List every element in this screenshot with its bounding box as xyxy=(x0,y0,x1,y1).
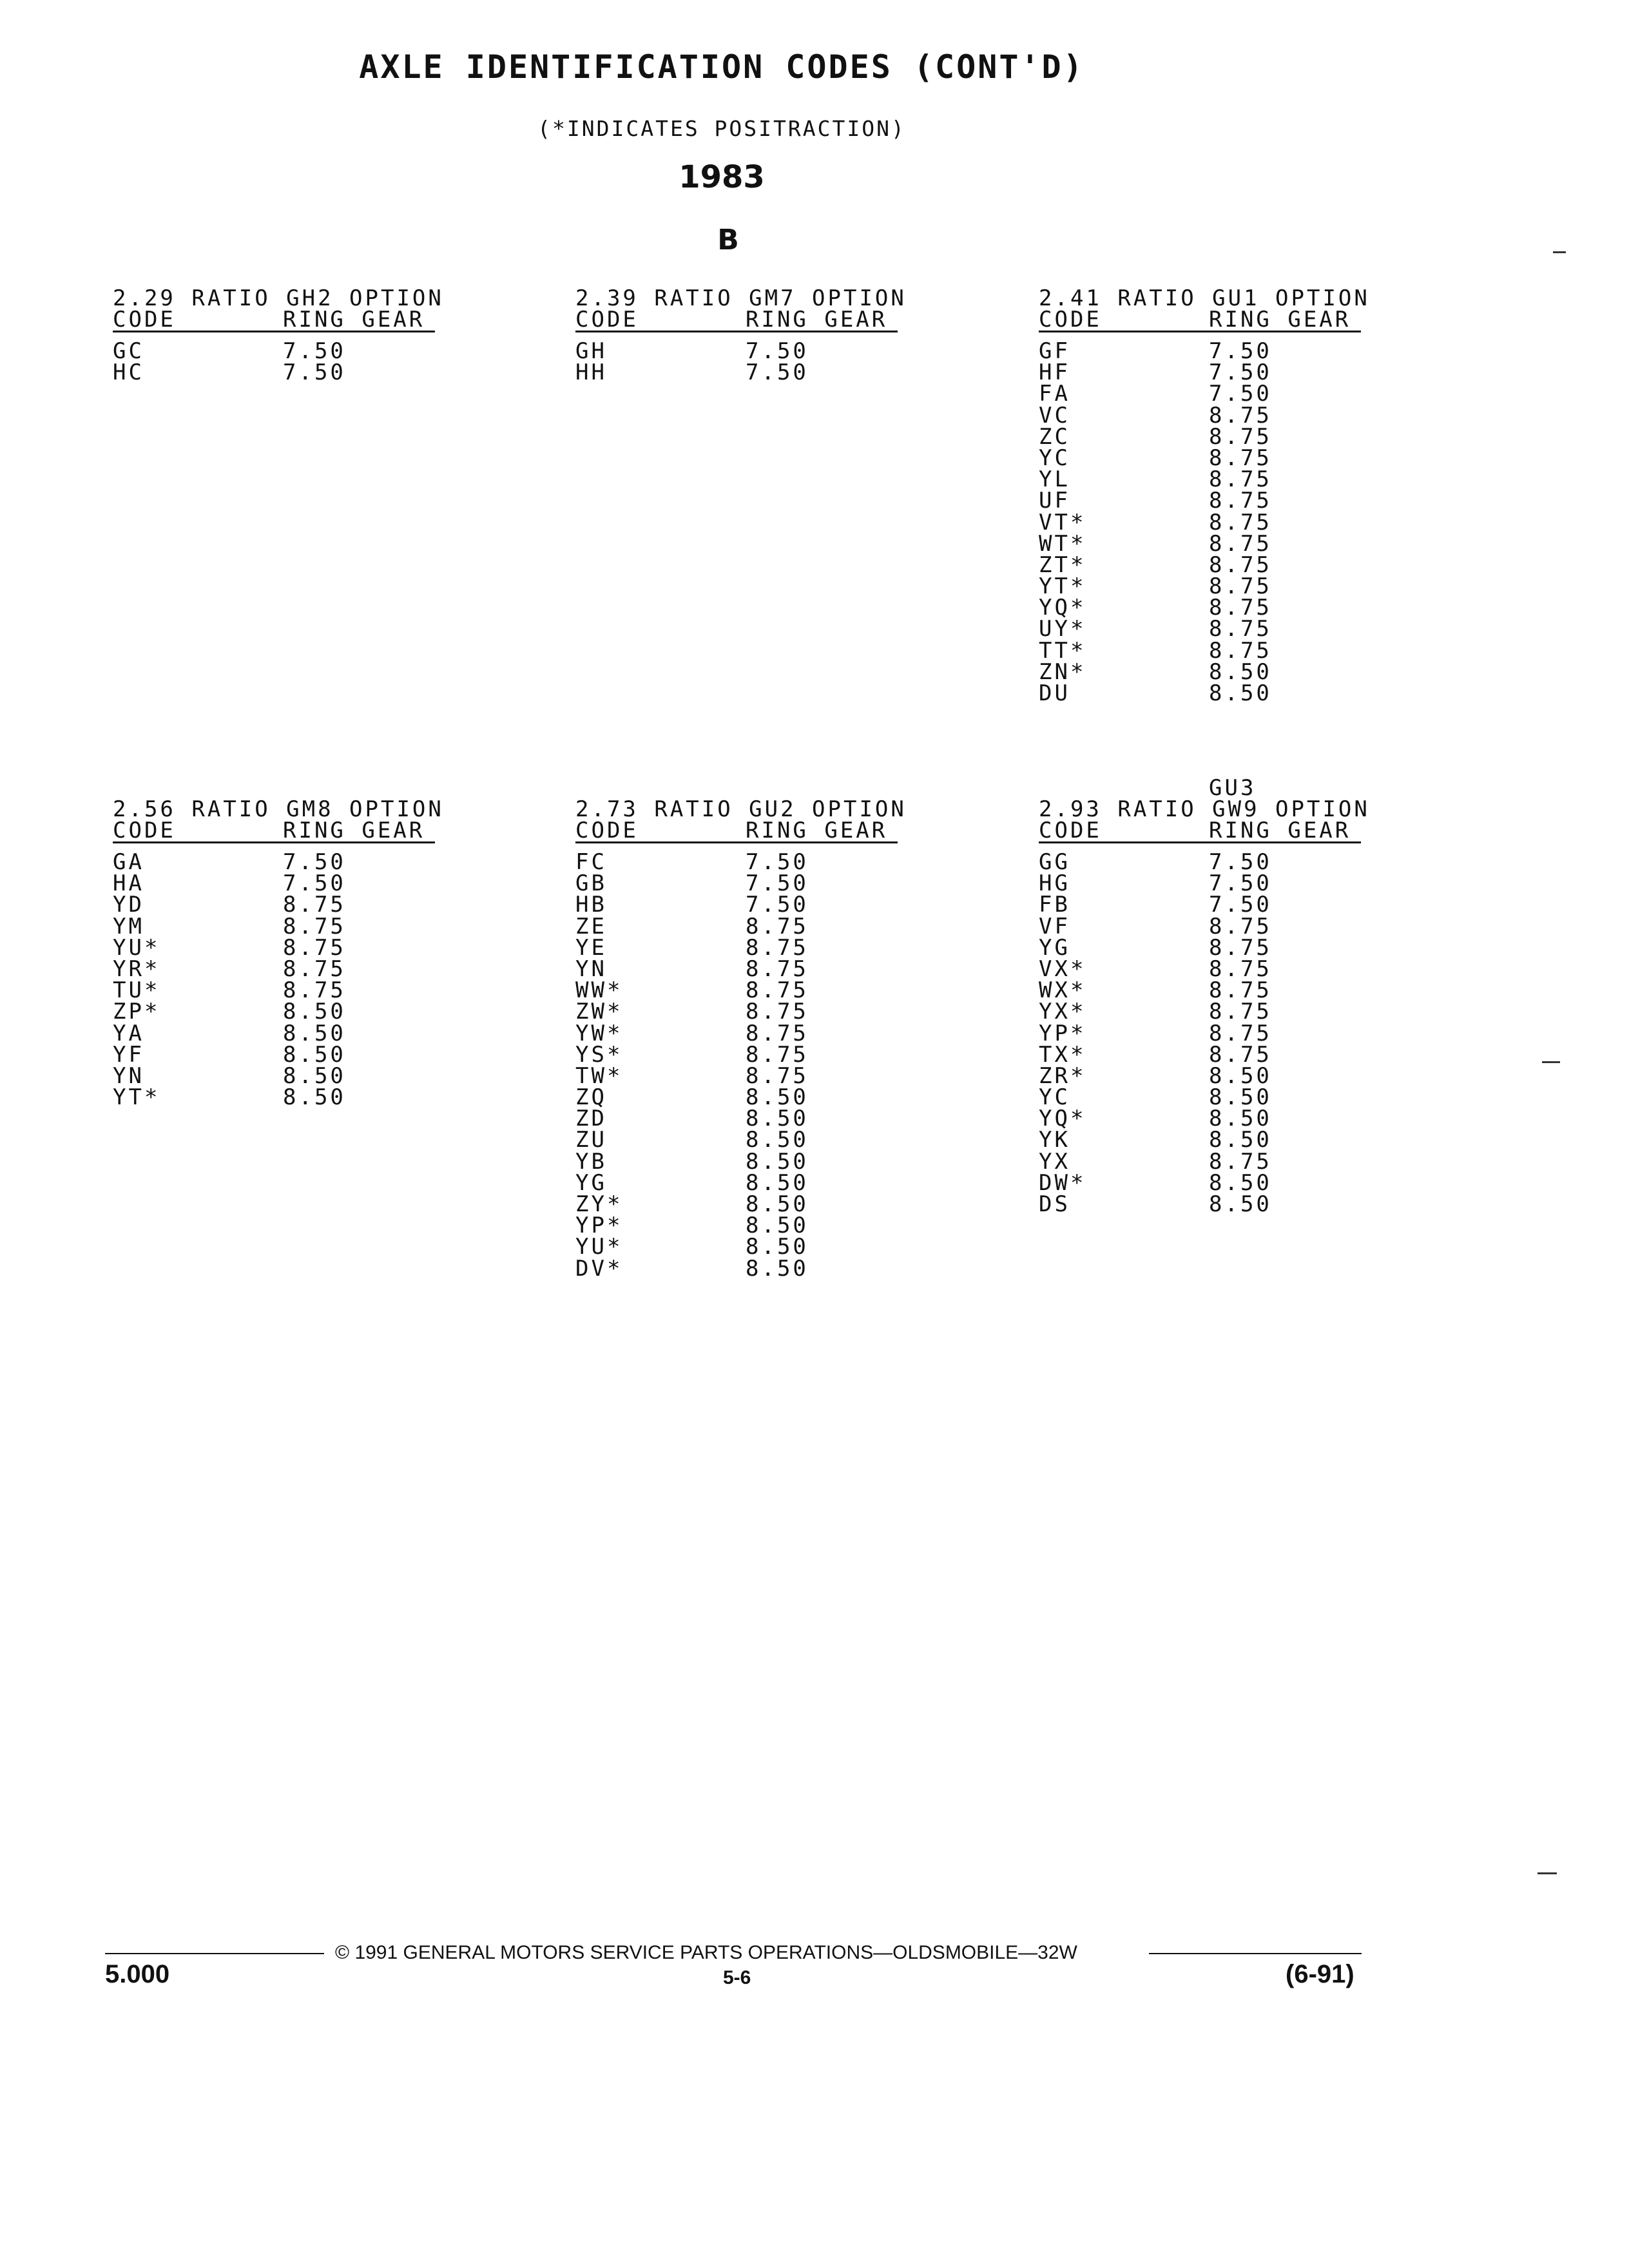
ring-gear-size: 8.50 xyxy=(1209,1169,1272,1196)
page-title: AXLE IDENTIFICATION CODES (CONT'D) xyxy=(359,48,1084,86)
axle-code: YC xyxy=(1039,1084,1070,1111)
ring-gear-size: 8.75 xyxy=(746,977,809,1004)
table-row xyxy=(575,913,898,939)
table-row xyxy=(575,1255,898,1282)
axle-code: ZN* xyxy=(1039,658,1086,685)
table-row xyxy=(1039,445,1361,471)
axle-code: FC xyxy=(575,849,607,875)
axle-code: YL xyxy=(1039,466,1070,493)
table-row xyxy=(575,1062,898,1089)
ring-gear-size: 8.75 xyxy=(1209,423,1272,450)
axle-code: GG xyxy=(1039,849,1070,875)
table-row xyxy=(1039,490,1361,512)
ring-gear-size: 7.50 xyxy=(1209,360,1272,386)
axle-code: HC xyxy=(113,360,144,386)
ratio-heading: 2.93 RATIO GW9 OPTION xyxy=(1039,796,1370,822)
ring-gear-column-header: RING GEAR xyxy=(1209,307,1351,332)
axle-code: ZP* xyxy=(113,999,160,1025)
table-header xyxy=(575,309,898,332)
ring-gear-size: 7.50 xyxy=(1209,338,1272,364)
ring-gear-size: 7.50 xyxy=(1209,849,1272,875)
axle-code: YX* xyxy=(1039,999,1086,1025)
table-row xyxy=(113,977,435,1004)
alternate-option-code: GU3 xyxy=(1209,775,1257,801)
ring-gear-size: 8.50 xyxy=(1209,1084,1272,1111)
ring-gear-size: 8.75 xyxy=(746,913,809,939)
footer-rule-left xyxy=(105,1953,324,1954)
table-header xyxy=(113,309,435,332)
ring-gear-size: 8.50 xyxy=(746,1191,809,1217)
table-row xyxy=(575,1020,898,1046)
ring-gear-size: 7.50 xyxy=(746,870,809,897)
table-row xyxy=(113,956,435,982)
ring-gear-size: 8.50 xyxy=(746,1255,809,1282)
ring-gear-size: 8.50 xyxy=(746,1084,809,1111)
table-row xyxy=(1039,913,1361,939)
axle-code: GB xyxy=(575,870,607,897)
table-row xyxy=(113,894,435,916)
table-row xyxy=(1039,934,1361,961)
table-row xyxy=(113,1041,435,1068)
axle-code: HA xyxy=(113,870,144,897)
ring-gear-size: 8.75 xyxy=(1209,573,1272,600)
code-column-header: CODE xyxy=(113,307,176,332)
table-row xyxy=(1039,658,1361,685)
ring-gear-size: 7.50 xyxy=(746,892,809,918)
axle-code: ZY* xyxy=(575,1191,623,1217)
ring-gear-size: 8.75 xyxy=(1209,637,1272,664)
table-row xyxy=(575,1191,898,1217)
axle-code: YE xyxy=(575,934,607,961)
footer-copyright: © 1991 GENERAL MOTORS SERVICE PARTS OPERATIONS—OLDSMOBILE—32W xyxy=(335,1942,1077,1963)
ring-gear-size: 7.50 xyxy=(746,849,809,875)
axle-code: VC xyxy=(1039,402,1070,428)
table-row xyxy=(1039,680,1361,706)
ratio-table xyxy=(113,285,444,386)
axle-code: HF xyxy=(1039,360,1070,386)
axle-code: ZC xyxy=(1039,423,1070,450)
axle-code: UY* xyxy=(1039,616,1086,642)
ring-gear-size: 8.75 xyxy=(1209,509,1272,535)
table-row xyxy=(575,1106,898,1132)
model-year: 1983 xyxy=(679,159,765,195)
table-row xyxy=(575,956,898,982)
ring-gear-size: 8.75 xyxy=(746,1020,809,1046)
axle-code: ZD xyxy=(575,1106,607,1132)
ratio-heading: 2.73 RATIO GU2 OPTION xyxy=(575,796,907,822)
ring-gear-size: 8.50 xyxy=(746,1127,809,1153)
table-row xyxy=(575,934,898,961)
ring-gear-size: 8.75 xyxy=(1209,488,1272,514)
table-row xyxy=(1039,977,1361,1004)
table-row xyxy=(575,1236,898,1258)
ring-gear-size: 8.75 xyxy=(746,934,809,961)
table-row xyxy=(575,1148,898,1175)
table-row xyxy=(113,338,435,364)
ring-gear-size: 8.75 xyxy=(1209,530,1272,557)
axle-code: YU* xyxy=(575,1234,623,1260)
table-row xyxy=(1039,1106,1361,1132)
table-row xyxy=(1039,849,1361,875)
table-row xyxy=(1039,423,1361,450)
ring-gear-size: 8.50 xyxy=(283,1020,346,1046)
ring-gear-size: 8.75 xyxy=(746,1041,809,1068)
axle-code: YN xyxy=(113,1062,144,1089)
ring-gear-size: 8.75 xyxy=(1209,445,1272,471)
scan-mark xyxy=(1537,1872,1557,1874)
code-column-header: CODE xyxy=(1039,818,1102,843)
ring-gear-size: 8.75 xyxy=(1209,402,1272,428)
ring-gear-size: 7.50 xyxy=(1209,892,1272,918)
table-row xyxy=(575,360,898,386)
axle-code: WX* xyxy=(1039,977,1086,1004)
table-row xyxy=(1039,956,1361,982)
table-row xyxy=(575,849,898,875)
axle-code: YQ* xyxy=(1039,595,1086,621)
table-row xyxy=(1039,383,1361,405)
table-row xyxy=(575,977,898,1004)
ring-gear-size: 8.50 xyxy=(746,1213,809,1239)
ring-gear-size: 8.75 xyxy=(1209,1041,1272,1068)
body-section-letter: B xyxy=(717,224,739,256)
axle-code: FB xyxy=(1039,892,1070,918)
scan-mark xyxy=(1553,251,1566,253)
table-row xyxy=(113,1001,435,1023)
ring-gear-size: 8.50 xyxy=(283,1041,346,1068)
ring-gear-size: 8.75 xyxy=(1209,977,1272,1004)
ring-gear-size: 8.75 xyxy=(1209,913,1272,939)
table-row xyxy=(1039,1191,1361,1217)
axle-code: YD xyxy=(113,892,144,918)
axle-code: HB xyxy=(575,892,607,918)
axle-code: WT* xyxy=(1039,530,1086,557)
ring-gear-size: 8.75 xyxy=(1209,956,1272,982)
table-row xyxy=(1039,637,1361,664)
table-row xyxy=(1039,1129,1361,1151)
axle-code: ZE xyxy=(575,913,607,939)
axle-code: YG xyxy=(575,1169,607,1196)
ring-gear-size: 7.50 xyxy=(283,870,346,897)
table-row xyxy=(1039,894,1361,916)
table-row xyxy=(1039,1001,1361,1023)
table-row xyxy=(1039,1169,1361,1196)
axle-code: ZT* xyxy=(1039,552,1086,578)
scan-mark xyxy=(1542,1061,1560,1063)
ring-gear-size: 8.50 xyxy=(283,1062,346,1089)
axle-code: TX* xyxy=(1039,1041,1086,1068)
axle-code: HG xyxy=(1039,870,1070,897)
table-row xyxy=(1039,530,1361,557)
axle-code: YK xyxy=(1039,1127,1070,1153)
table-header xyxy=(113,820,435,843)
table-row xyxy=(575,1213,898,1239)
ring-gear-size: 8.75 xyxy=(746,1062,809,1089)
axle-code: DV* xyxy=(575,1255,623,1282)
ring-gear-column-header: RING GEAR xyxy=(746,818,888,843)
code-column-header: CODE xyxy=(575,307,639,332)
ratio-table xyxy=(113,796,444,1111)
table-row xyxy=(1039,870,1361,897)
ring-gear-size: 8.75 xyxy=(1209,616,1272,642)
axle-code: TT* xyxy=(1039,637,1086,664)
axle-code: GA xyxy=(113,849,144,875)
table-row xyxy=(1039,616,1361,642)
axle-code: YX xyxy=(1039,1148,1070,1175)
axle-code: YP* xyxy=(1039,1020,1086,1046)
ring-gear-size: 8.50 xyxy=(283,999,346,1025)
table-row xyxy=(113,1062,435,1089)
axle-code: VF xyxy=(1039,913,1070,939)
axle-code: GH xyxy=(575,338,607,364)
table-row xyxy=(575,1001,898,1023)
ring-gear-size: 8.50 xyxy=(1209,658,1272,685)
ratio-heading: 2.39 RATIO GM7 OPTION xyxy=(575,285,907,311)
axle-code: DW* xyxy=(1039,1169,1086,1196)
positraction-note: (*INDICATES POSITRACTION) xyxy=(537,116,906,141)
ratio-heading: 2.56 RATIO GM8 OPTION xyxy=(113,796,444,822)
table-row xyxy=(113,360,435,386)
ring-gear-size: 7.50 xyxy=(746,360,809,386)
ratio-table xyxy=(575,285,907,386)
ring-gear-size: 8.75 xyxy=(1209,552,1272,578)
ring-gear-size: 8.50 xyxy=(746,1234,809,1260)
ring-gear-size: 8.75 xyxy=(746,956,809,982)
ring-gear-size: 7.50 xyxy=(746,338,809,364)
ring-gear-size: 8.50 xyxy=(1209,1127,1272,1153)
ring-gear-size: 8.75 xyxy=(283,892,346,918)
ring-gear-size: 8.75 xyxy=(1209,1148,1272,1175)
table-row xyxy=(1039,402,1361,428)
ring-gear-size: 8.75 xyxy=(746,999,809,1025)
axle-code: YB xyxy=(575,1148,607,1175)
axle-code: ZR* xyxy=(1039,1062,1086,1089)
table-header xyxy=(575,820,898,843)
table-row xyxy=(113,1020,435,1046)
page-number: 5-6 xyxy=(723,1967,751,1988)
axle-code: TU* xyxy=(113,977,160,1004)
table-header xyxy=(1039,820,1361,843)
table-row xyxy=(113,1084,435,1111)
ratio-heading: 2.41 RATIO GU1 OPTION xyxy=(1039,285,1370,311)
ratio-table xyxy=(1039,775,1370,1217)
table-row xyxy=(1039,597,1361,619)
code-column-header: CODE xyxy=(113,818,176,843)
ring-gear-size: 8.75 xyxy=(1209,595,1272,621)
table-row xyxy=(1039,573,1361,600)
code-column-header: CODE xyxy=(1039,307,1102,332)
table-row xyxy=(1039,1020,1361,1046)
table-row xyxy=(1039,360,1361,386)
ring-gear-size: 8.75 xyxy=(283,956,346,982)
axle-code: YT* xyxy=(1039,573,1086,600)
axle-code: WW* xyxy=(575,977,623,1004)
ratio-heading: 2.29 RATIO GH2 OPTION xyxy=(113,285,444,311)
ring-gear-size: 7.50 xyxy=(283,360,346,386)
table-row xyxy=(1039,1062,1361,1089)
axle-code: GC xyxy=(113,338,144,364)
table-row xyxy=(1039,552,1361,578)
table-row xyxy=(113,870,435,897)
ring-gear-size: 7.50 xyxy=(283,338,346,364)
ring-gear-size: 8.50 xyxy=(283,1084,346,1111)
code-column-header: CODE xyxy=(575,818,639,843)
table-row xyxy=(113,849,435,875)
axle-code: VT* xyxy=(1039,509,1086,535)
axle-code: UF xyxy=(1039,488,1070,514)
table-row xyxy=(1039,1084,1361,1111)
ring-gear-size: 7.50 xyxy=(1209,381,1272,407)
axle-code: YC xyxy=(1039,445,1070,471)
axle-code: VX* xyxy=(1039,956,1086,982)
table-row xyxy=(575,1169,898,1196)
axle-code: YP* xyxy=(575,1213,623,1239)
table-row xyxy=(1039,509,1361,535)
axle-code: ZQ xyxy=(575,1084,607,1111)
table-row xyxy=(575,894,898,916)
table-row xyxy=(113,934,435,961)
footer-rule-right xyxy=(1149,1953,1362,1954)
ring-gear-size: 8.50 xyxy=(746,1169,809,1196)
axle-code: ZU xyxy=(575,1127,607,1153)
axle-code: ZW* xyxy=(575,999,623,1025)
ratio-table xyxy=(1039,285,1370,706)
ring-gear-column-header: RING GEAR xyxy=(746,307,888,332)
axle-code: YW* xyxy=(575,1020,623,1046)
ring-gear-size: 8.75 xyxy=(1209,1020,1272,1046)
axle-code: YU* xyxy=(113,934,160,961)
ring-gear-size: 8.75 xyxy=(1209,934,1272,961)
ring-gear-size: 8.50 xyxy=(746,1106,809,1132)
table-row xyxy=(575,1129,898,1151)
ring-gear-size: 8.50 xyxy=(1209,1106,1272,1132)
axle-code: FA xyxy=(1039,381,1070,407)
ring-gear-size: 8.75 xyxy=(283,934,346,961)
axle-code: YQ* xyxy=(1039,1106,1086,1132)
revision-date: (6-91) xyxy=(1286,1960,1354,1988)
ring-gear-column-header: RING GEAR xyxy=(283,818,425,843)
table-row xyxy=(113,913,435,939)
table-row xyxy=(1039,466,1361,493)
ring-gear-size: 8.50 xyxy=(746,1148,809,1175)
table-row xyxy=(1039,1041,1361,1068)
axle-code: YA xyxy=(113,1020,144,1046)
axle-code: YR* xyxy=(113,956,160,982)
axle-code: YF xyxy=(113,1041,144,1068)
axle-code: YG xyxy=(1039,934,1070,961)
ring-gear-size: 8.50 xyxy=(1209,1191,1272,1217)
ratio-table xyxy=(575,796,907,1282)
axle-code: YM xyxy=(113,913,144,939)
axle-code: TW* xyxy=(575,1062,623,1089)
ring-gear-size: 7.50 xyxy=(1209,870,1272,897)
axle-code: YN xyxy=(575,956,607,982)
axle-code: GF xyxy=(1039,338,1070,364)
table-row xyxy=(1039,1148,1361,1175)
table-row xyxy=(575,338,898,364)
ring-gear-column-header: RING GEAR xyxy=(283,307,425,332)
ring-gear-size: 8.50 xyxy=(1209,1062,1272,1089)
ring-gear-size: 7.50 xyxy=(283,849,346,875)
table-row xyxy=(1039,338,1361,364)
table-row xyxy=(575,870,898,897)
table-row xyxy=(575,1084,898,1111)
table-header xyxy=(1039,309,1361,332)
section-number: 5.000 xyxy=(105,1960,170,1988)
ring-gear-size: 8.75 xyxy=(1209,466,1272,493)
axle-code: DS xyxy=(1039,1191,1070,1217)
ring-gear-column-header: RING GEAR xyxy=(1209,818,1351,843)
ring-gear-size: 8.50 xyxy=(1209,680,1272,706)
ring-gear-size: 8.75 xyxy=(283,977,346,1004)
axle-code: HH xyxy=(575,360,607,386)
axle-code: YT* xyxy=(113,1084,160,1111)
ring-gear-size: 8.75 xyxy=(1209,999,1272,1025)
table-row xyxy=(575,1041,898,1068)
axle-code: YS* xyxy=(575,1041,623,1068)
axle-code: DU xyxy=(1039,680,1070,706)
ring-gear-size: 8.75 xyxy=(283,913,346,939)
